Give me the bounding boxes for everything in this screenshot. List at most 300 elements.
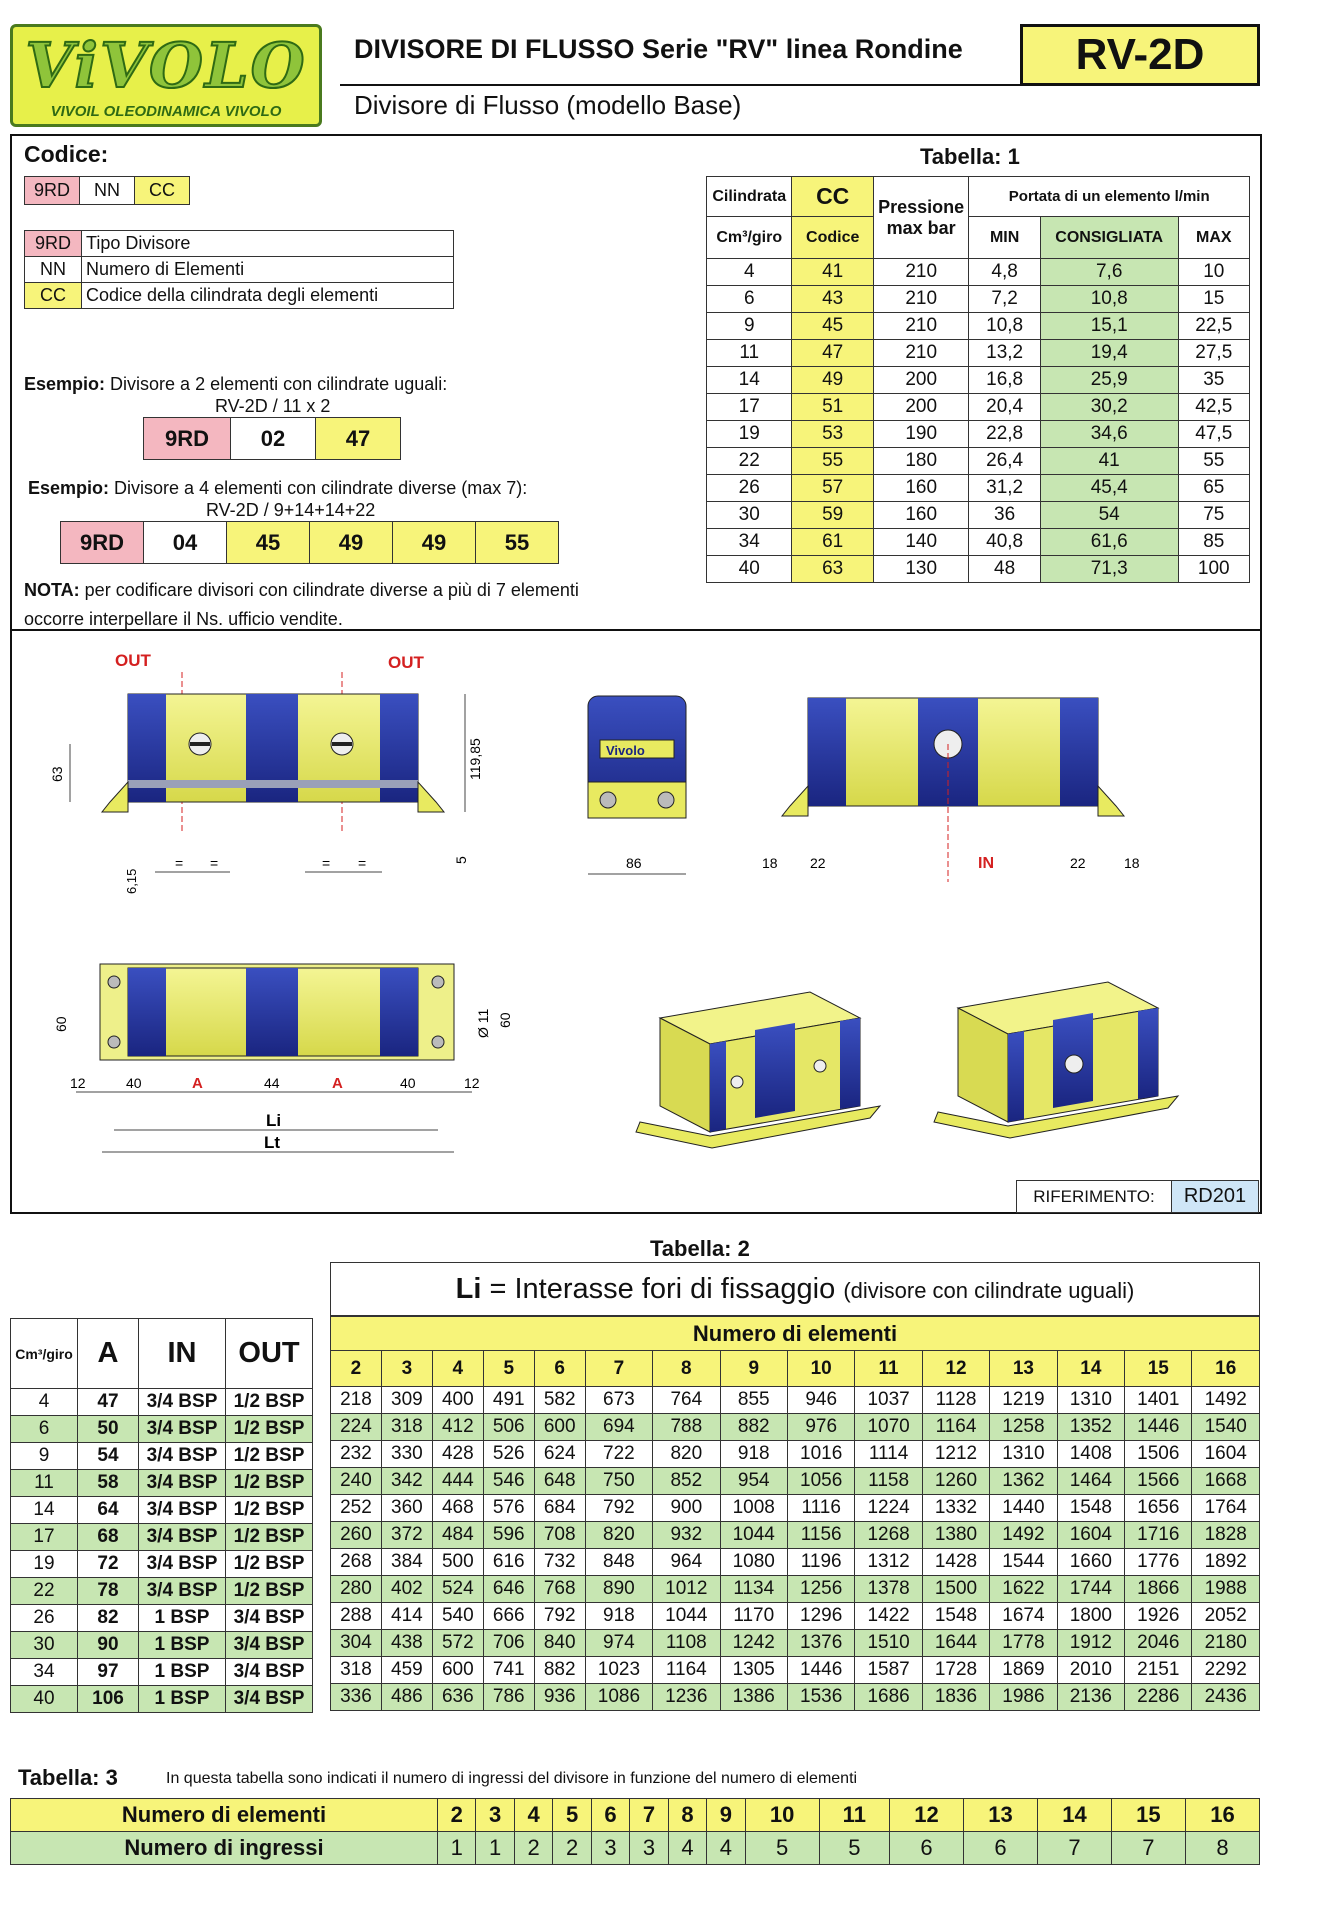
table-cell: 1422 (855, 1603, 922, 1630)
table-cell: 260 (331, 1522, 382, 1549)
t3-element-cell: 4 (514, 1799, 552, 1832)
t3-element-cell: 10 (745, 1799, 819, 1832)
table-cell: 964 (653, 1549, 720, 1576)
table-cell: 1312 (855, 1549, 922, 1576)
table-cell: 1728 (922, 1657, 989, 1684)
table-cell: 1212 (922, 1441, 989, 1468)
th-in: IN (139, 1319, 226, 1389)
table-cell: 45 (792, 313, 873, 340)
model-code-badge: RV-2D (1020, 24, 1260, 86)
page-subtitle: Divisore di Flusso (modello Base) (354, 90, 742, 120)
table-cell: 11 (707, 340, 792, 367)
table-row (331, 1414, 1260, 1441)
table-cell: 484 (432, 1522, 483, 1549)
t3-ingressi-cell: 1 (438, 1832, 476, 1865)
table-cell: 1500 (922, 1576, 989, 1603)
table-cell: 1656 (1125, 1495, 1192, 1522)
table-cell: 1604 (1192, 1441, 1260, 1468)
example1-text (24, 374, 447, 395)
table-cell: 402 (381, 1576, 432, 1603)
table-cell: 840 (534, 1630, 585, 1657)
table-cell: 40 (707, 556, 792, 583)
table-cell: 1986 (990, 1684, 1057, 1711)
table-cell: 1464 (1057, 1468, 1124, 1495)
example-cell: 45 (227, 522, 310, 564)
elements-header-cell: 13 (990, 1351, 1057, 1387)
table-cell: 22 (707, 448, 792, 475)
iso-view-1 (636, 992, 880, 1148)
table-cell: 1660 (1057, 1549, 1124, 1576)
t3-ingressi-cell: 2 (514, 1832, 552, 1865)
table-cell: 1446 (787, 1657, 854, 1684)
dim-40: 40 (400, 1075, 416, 1091)
table-cell: 190 (873, 421, 969, 448)
table-cell: 1800 (1057, 1603, 1124, 1630)
dim-44: 44 (264, 1075, 280, 1091)
example1-label: Esempio: (24, 374, 106, 394)
table-cell: 268 (331, 1549, 382, 1576)
table-cell: 428 (432, 1441, 483, 1468)
table-row (11, 1524, 313, 1551)
t3-row2-label: Numero di ingressi (11, 1832, 438, 1865)
table-cell: 1158 (855, 1468, 922, 1495)
brand-label: Vivolo (606, 743, 645, 758)
table-cell: 848 (585, 1549, 652, 1576)
tabella3 (10, 1798, 1260, 1865)
example-cell: 9RD (61, 522, 144, 564)
table-cell: 1440 (990, 1495, 1057, 1522)
table-cell: 20,4 (969, 394, 1040, 421)
table-cell: 582 (534, 1387, 585, 1414)
table-cell: 1008 (720, 1495, 787, 1522)
table-cell: 19,4 (1040, 340, 1178, 367)
table-cell: 1256 (787, 1576, 854, 1603)
table-row (331, 1603, 1260, 1630)
table-cell: 17 (707, 394, 792, 421)
table-cell: 732 (534, 1549, 585, 1576)
table-cell: 7,2 (969, 286, 1040, 313)
table-cell: 43 (792, 286, 873, 313)
table-cell: 1224 (855, 1495, 922, 1522)
table-row (707, 259, 1250, 286)
table-row (331, 1630, 1260, 1657)
table-cell: 3/4 BSP (139, 1470, 226, 1497)
table-cell: 974 (585, 1630, 652, 1657)
table-cell: 1156 (787, 1522, 854, 1549)
table-cell: 15,1 (1040, 313, 1178, 340)
table-cell: 1566 (1125, 1468, 1192, 1495)
table-cell: 1012 (653, 1576, 720, 1603)
table-cell: 50 (78, 1416, 139, 1443)
table-cell: 63 (792, 556, 873, 583)
table-cell: 459 (381, 1657, 432, 1684)
table-cell: 304 (331, 1630, 382, 1657)
table-row (11, 1632, 313, 1659)
table-cell: 855 (720, 1387, 787, 1414)
table-cell: 1242 (720, 1630, 787, 1657)
table-cell: 210 (873, 313, 969, 340)
t3-ingressi-cell: 1 (476, 1832, 514, 1865)
table-cell: 1164 (653, 1657, 720, 1684)
table-cell: 1 BSP (139, 1659, 226, 1686)
table-row (707, 475, 1250, 502)
table-cell: 673 (585, 1387, 652, 1414)
tabella2-heading (330, 1262, 1260, 1316)
example-cell: 02 (231, 418, 316, 460)
table-cell: 140 (873, 529, 969, 556)
table-cell: 1401 (1125, 1387, 1192, 1414)
table-cell: 1236 (653, 1684, 720, 1711)
dim-12: 12 (464, 1075, 480, 1091)
table-cell: 540 (432, 1603, 483, 1630)
elements-header-cell: 15 (1125, 1351, 1192, 1387)
dim-a: A (332, 1075, 343, 1092)
table-cell: 3/4 BSP (139, 1551, 226, 1578)
elements-header-cell: 12 (922, 1351, 989, 1387)
table-cell: 1510 (855, 1630, 922, 1657)
table-row (11, 1416, 313, 1443)
example-cell: 9RD (144, 418, 231, 460)
t3-element-cell: 6 (591, 1799, 629, 1832)
table-cell: 288 (331, 1603, 382, 1630)
table-cell: 486 (381, 1684, 432, 1711)
table-cell: 19 (11, 1551, 78, 1578)
dim-eq: = (175, 855, 184, 871)
t3-element-cell: 11 (819, 1799, 889, 1832)
table-cell: 27,5 (1178, 340, 1249, 367)
th-portata: Portata di un elemento l/min (969, 177, 1250, 217)
table-cell: 6 (707, 286, 792, 313)
table-row (707, 367, 1250, 394)
table-cell: 1023 (585, 1657, 652, 1684)
table-cell: 1776 (1125, 1549, 1192, 1576)
legend-code: NN (25, 257, 82, 283)
table-cell: 596 (483, 1522, 534, 1549)
table-cell: 1108 (653, 1630, 720, 1657)
table-cell: 342 (381, 1468, 432, 1495)
table-cell: 309 (381, 1387, 432, 1414)
table-cell: 1828 (1192, 1522, 1260, 1549)
table-cell: 468 (432, 1495, 483, 1522)
table-cell: 49 (792, 367, 873, 394)
t3-ingressi-cell: 2 (553, 1832, 591, 1865)
table-cell: 2052 (1192, 1603, 1260, 1630)
table-cell: 100 (1178, 556, 1249, 583)
elements-header-cell: 9 (720, 1351, 787, 1387)
table-cell: 1540 (1192, 1414, 1260, 1441)
th-cil-unit: Cm³/giro (11, 1319, 78, 1389)
table-cell: 53 (792, 421, 873, 448)
table-cell: 1044 (720, 1522, 787, 1549)
dim-615: 6,15 (124, 868, 139, 894)
table-cell: 22,5 (1178, 313, 1249, 340)
table-cell: 2136 (1057, 1684, 1124, 1711)
th-consigliata: CONSIGLIATA (1040, 217, 1178, 259)
nota-line1: per codificare divisori con cilindrate diverse a più di 7 elementi (84, 580, 579, 600)
legend-code: CC (25, 283, 82, 309)
table-cell: 1386 (720, 1684, 787, 1711)
code-part: NN (80, 177, 135, 205)
heading-small: (divisore con cilindrate uguali) (843, 1278, 1135, 1303)
iso-view-2 (934, 982, 1178, 1138)
table-cell: 1544 (990, 1549, 1057, 1576)
elements-header-cell: 10 (787, 1351, 854, 1387)
table-cell: 1016 (787, 1441, 854, 1468)
table-cell: 616 (483, 1549, 534, 1576)
table-cell: 1219 (990, 1387, 1057, 1414)
t3-ingressi-cell: 5 (745, 1832, 819, 1865)
table-cell: 1428 (922, 1549, 989, 1576)
example2-label: Esempio: (28, 478, 110, 498)
header-divider (340, 84, 1020, 86)
th-max: MAX (1178, 217, 1249, 259)
table-cell: 900 (653, 1495, 720, 1522)
table-cell: 218 (331, 1387, 382, 1414)
table-cell: 882 (534, 1657, 585, 1684)
table-cell: 11 (11, 1470, 78, 1497)
table-cell: 210 (873, 340, 969, 367)
table-cell: 2151 (1125, 1657, 1192, 1684)
table-cell: 61 (792, 529, 873, 556)
code-part: 9RD (25, 177, 80, 205)
dim-eq: = (210, 855, 219, 871)
t3-ingressi-cell: 8 (1185, 1832, 1259, 1865)
table-cell: 646 (483, 1576, 534, 1603)
table-cell: 792 (534, 1603, 585, 1630)
heading-li: Li (455, 1273, 482, 1305)
table-cell: 1492 (1192, 1387, 1260, 1414)
example2-model: RV-2D / 9+14+14+22 (206, 500, 376, 520)
table-cell: 576 (483, 1495, 534, 1522)
table-cell: 506 (483, 1414, 534, 1441)
table-cell: 600 (534, 1414, 585, 1441)
table-cell: 3/4 BSP (139, 1389, 226, 1416)
table-cell: 19 (707, 421, 792, 448)
example2-desc: Divisore a 4 elementi con cilindrate diverse (max 7): (114, 478, 528, 498)
table-cell: 6 (11, 1416, 78, 1443)
table-cell: 1044 (653, 1603, 720, 1630)
table-cell: 30,2 (1040, 394, 1178, 421)
table-cell: 26 (707, 475, 792, 502)
table-cell: 2286 (1125, 1684, 1192, 1711)
num-elementi-label: Numero di elementi (331, 1317, 1260, 1351)
dim-12: 12 (70, 1075, 86, 1091)
table-cell: 820 (653, 1441, 720, 1468)
table-row (707, 313, 1250, 340)
table-cell: 210 (873, 259, 969, 286)
table-row (331, 1684, 1260, 1711)
table-cell: 59 (792, 502, 873, 529)
table-cell: 706 (483, 1630, 534, 1657)
table-cell: 160 (873, 475, 969, 502)
table-cell: 26 (11, 1605, 78, 1632)
t3-ingressi-cell: 6 (964, 1832, 1038, 1865)
dim-eq: = (322, 855, 331, 871)
table-cell: 4 (707, 259, 792, 286)
elements-header-cell: 8 (653, 1351, 720, 1387)
riferimento-box (1016, 1180, 1259, 1213)
table-cell: 954 (720, 1468, 787, 1495)
table-cell: 1128 (922, 1387, 989, 1414)
table-cell: 546 (483, 1468, 534, 1495)
table-row (11, 1443, 313, 1470)
elements-header-cell: 7 (585, 1351, 652, 1387)
table-cell: 22 (11, 1578, 78, 1605)
table-cell: 1/2 BSP (226, 1389, 313, 1416)
table-cell: 9 (11, 1443, 78, 1470)
table-cell: 936 (534, 1684, 585, 1711)
th-a: A (78, 1319, 139, 1389)
table-cell: 1716 (1125, 1522, 1192, 1549)
table-cell: 3/4 BSP (139, 1416, 226, 1443)
riferimento-value: RD201 (1172, 1181, 1259, 1213)
t3-element-cell: 8 (668, 1799, 706, 1832)
table-cell: 1/2 BSP (226, 1470, 313, 1497)
table-cell: 41 (1040, 448, 1178, 475)
table-cell: 1836 (922, 1684, 989, 1711)
table-cell: 54 (1040, 502, 1178, 529)
table-cell: 34 (11, 1659, 78, 1686)
table-cell: 71,3 (1040, 556, 1178, 583)
table-cell: 57 (792, 475, 873, 502)
elements-header-cell: 16 (1192, 1351, 1260, 1387)
table-cell: 624 (534, 1441, 585, 1468)
example1-model: RV-2D / 11 x 2 (215, 396, 331, 416)
table-cell: 1/2 BSP (226, 1524, 313, 1551)
t3-ingressi-cell: 4 (707, 1832, 745, 1865)
dim-eq: = (358, 855, 367, 871)
legend-code: 9RD (25, 231, 82, 257)
dim-18: 18 (762, 855, 778, 871)
nota-label: NOTA: (24, 580, 80, 600)
table-row (707, 394, 1250, 421)
elements-header-cell: 6 (534, 1351, 585, 1387)
table-row (707, 421, 1250, 448)
t3-element-cell: 7 (630, 1799, 668, 1832)
logo-wordmark: ViVOLO (25, 29, 307, 102)
table-cell: 210 (873, 286, 969, 313)
table-cell: 1086 (585, 1684, 652, 1711)
table-cell: 1644 (922, 1630, 989, 1657)
table-cell: 51 (792, 394, 873, 421)
table-row (331, 1441, 1260, 1468)
table-cell: 65 (1178, 475, 1249, 502)
table-cell: 1/2 BSP (226, 1443, 313, 1470)
dim-lt: Lt (264, 1133, 281, 1152)
table-cell: 55 (792, 448, 873, 475)
table-cell: 3/4 BSP (139, 1443, 226, 1470)
example2-code (60, 521, 559, 564)
codice-label: Codice: (24, 141, 109, 167)
table-cell: 4,8 (969, 259, 1040, 286)
th-cil-unit: Cm³/giro (707, 217, 792, 259)
legend-desc: Codice della cilindrata degli elementi (82, 283, 454, 309)
table-cell: 1 BSP (139, 1632, 226, 1659)
technical-drawings (10, 632, 1262, 1212)
table-cell: 75 (1178, 502, 1249, 529)
table-cell: 4 (11, 1389, 78, 1416)
table-cell: 1260 (922, 1468, 989, 1495)
table-cell: 1080 (720, 1549, 787, 1576)
table-cell: 1332 (922, 1495, 989, 1522)
table-cell: 1134 (720, 1576, 787, 1603)
table-cell: 1548 (922, 1603, 989, 1630)
table-cell: 524 (432, 1576, 483, 1603)
dim-60: 60 (53, 1016, 69, 1032)
dim-22: 22 (1070, 855, 1086, 871)
elements-header-cell: 2 (331, 1351, 382, 1387)
table-cell: 1170 (720, 1603, 787, 1630)
table-cell: 3/4 BSP (139, 1497, 226, 1524)
table-cell: 882 (720, 1414, 787, 1441)
table-cell: 1548 (1057, 1495, 1124, 1522)
table-cell: 1/2 BSP (226, 1551, 313, 1578)
table-row (707, 529, 1250, 556)
table-cell: 414 (381, 1603, 432, 1630)
table-cell: 1114 (855, 1441, 922, 1468)
table-cell: 47 (78, 1389, 139, 1416)
dim-86: 86 (626, 855, 642, 871)
table-cell: 750 (585, 1468, 652, 1495)
t3-ingressi-cell: 3 (630, 1832, 668, 1865)
table-row (707, 286, 1250, 313)
th-cc: CC (792, 177, 873, 217)
top-view-drawing (53, 964, 513, 1152)
th-codice: Codice (792, 217, 873, 259)
table-cell: 1622 (990, 1576, 1057, 1603)
table-cell: 2436 (1192, 1684, 1260, 1711)
example-cell: 04 (144, 522, 227, 564)
table-cell: 61,6 (1040, 529, 1178, 556)
table-cell: 34,6 (1040, 421, 1178, 448)
table-cell: 2046 (1125, 1630, 1192, 1657)
table-cell: 2180 (1192, 1630, 1260, 1657)
table-row (331, 1576, 1260, 1603)
table-cell: 852 (653, 1468, 720, 1495)
table-row (707, 502, 1250, 529)
table-cell: 648 (534, 1468, 585, 1495)
table-cell: 1196 (787, 1549, 854, 1576)
dim-119: 119,85 (467, 738, 483, 780)
front-view-drawing (49, 651, 483, 894)
table-cell: 10,8 (1040, 286, 1178, 313)
nota-line2: occorre interpellare il Ns. ufficio vendite. (24, 609, 343, 629)
table-cell: 90 (78, 1632, 139, 1659)
table-row (331, 1522, 1260, 1549)
t3-ingressi-cell: 4 (668, 1832, 706, 1865)
t3-element-cell: 3 (476, 1799, 514, 1832)
table-cell: 280 (331, 1576, 382, 1603)
table-row (11, 1551, 313, 1578)
dim-5: 5 (453, 856, 469, 864)
table-cell: 500 (432, 1549, 483, 1576)
table-cell: 330 (381, 1441, 432, 1468)
table-cell: 438 (381, 1630, 432, 1657)
table-cell: 820 (585, 1522, 652, 1549)
table-cell: 1258 (990, 1414, 1057, 1441)
t3-ingressi-cell: 6 (890, 1832, 964, 1865)
table-cell: 64 (78, 1497, 139, 1524)
table-cell: 14 (11, 1497, 78, 1524)
table-cell: 1604 (1057, 1522, 1124, 1549)
table-cell: 47 (792, 340, 873, 367)
table-cell: 78 (78, 1578, 139, 1605)
tabella3-desc: In questa tabella sono indicati il numero di ingressi del divisore in funzione del numero di elementi (166, 1770, 858, 1787)
table-cell: 1 BSP (139, 1605, 226, 1632)
table-cell: 35 (1178, 367, 1249, 394)
table-cell: 372 (381, 1522, 432, 1549)
th-min: MIN (969, 217, 1040, 259)
